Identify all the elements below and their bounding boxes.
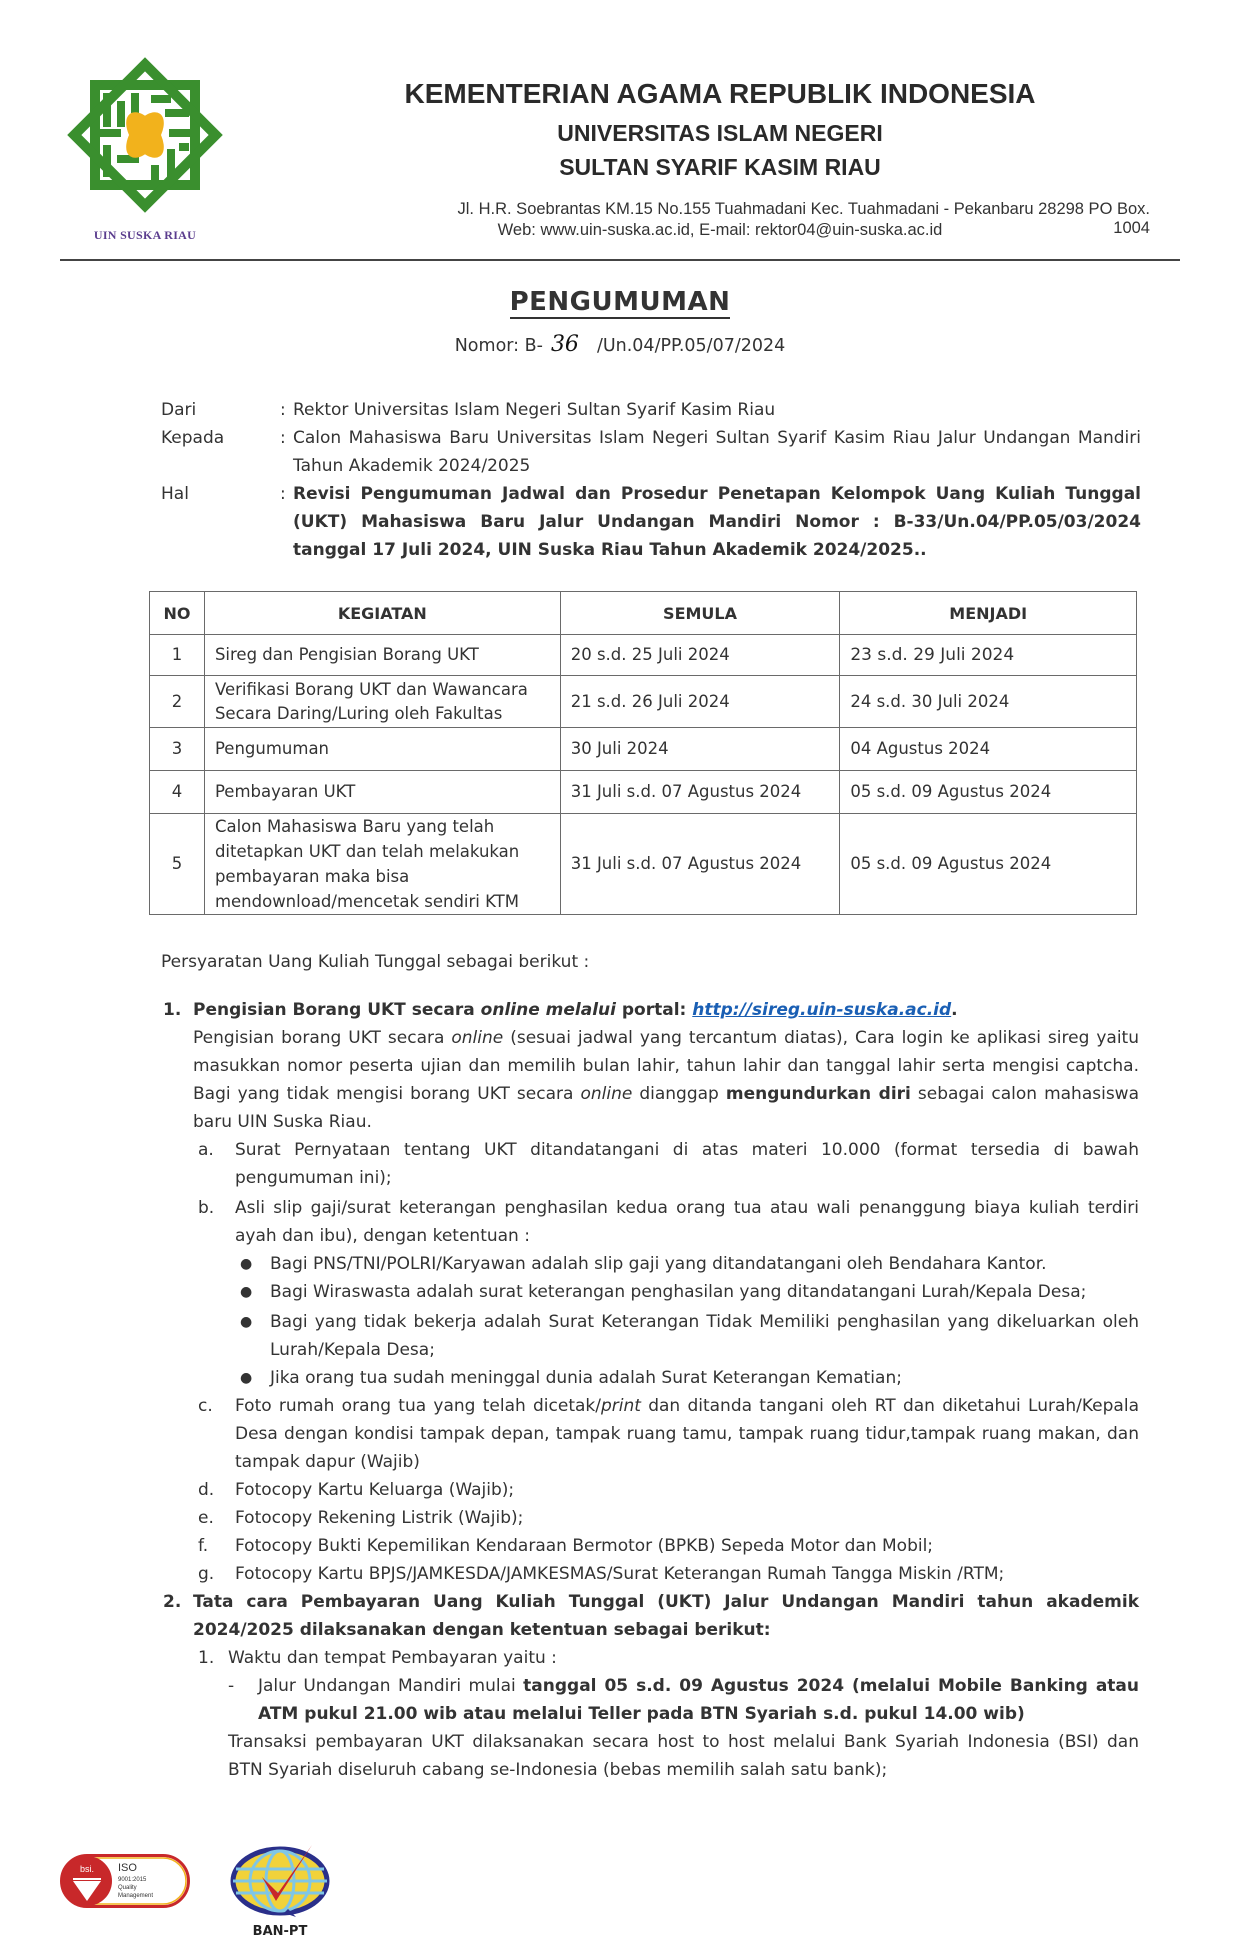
header-no: NO [150,592,205,635]
cell-kegiatan: Calon Mahasiswa Baru yang telah ditetapkan UKT dan telah melakukan pembayaran maka bisa mendownload/mencetak sendiri KTM [204,814,560,915]
cell-menjadi: 23 s.d. 29 Juli 2024 [840,635,1137,676]
kepada-label: Kepada [161,428,225,448]
dari-value: Rektor Universitas Islam Negeri Sultan Syarif Kasim Riau [293,400,776,420]
colon: : [280,484,286,504]
svg-text:BAN-PT: BAN-PT [252,1924,308,1939]
cell-no: 3 [150,728,205,771]
sireg-portal-link[interactable]: http://sireg.uin-suska.ac.id [692,1000,952,1020]
university-name-line1: UNIVERSITAS ISLAM NEGERI [557,120,883,146]
header-menjadi: MENJADI [840,592,1137,635]
subitem-text: Surat Pernyataan tentang UKT ditandatangani di atas materi 10.000 (format tersedia di bawah pengumuman ini); [235,1140,1139,1188]
meta-row-dari [161,396,1141,424]
para-text: sebagai calon mahasiswa baru UIN Suska Riau. [193,1084,1139,1132]
para-text: dianggap [632,1084,726,1104]
ban-pt-accreditation-logo [228,1843,332,1941]
subitem-mark: d. [198,1480,215,1500]
bullet-text: Bagi Wiraswasta adalah surat keterangan penghasilan yang ditandatangani Lurah/Kepala Desa; [270,1282,1087,1302]
subitem-b [198,1194,1139,1392]
cell-kegiatan: Pembayaran UKT [204,771,560,814]
colon: : [280,428,286,448]
cell-kegiatan: Sireg dan Pengisian Borang UKT [204,635,560,676]
table-row [150,635,1137,676]
para-bold: mengundurkan diri [725,1084,911,1104]
requirements-list [161,996,1139,1784]
cell-semula: 21 s.d. 26 Juli 2024 [560,676,840,728]
heading-italic: online melalui [480,1000,616,1020]
subitem-mark: c. [198,1396,213,1416]
subitem-text [235,1392,1139,1476]
subitem-mark: a. [198,1140,214,1160]
cell-semula: 31 Juli s.d. 07 Agustus 2024 [560,814,840,915]
step-text: Waktu dan tempat Pembayaran yaitu : [228,1648,557,1668]
nomor-suffix: /Un.04/PP.05/07/2024 [596,336,786,356]
header-kegiatan: KEGIATAN [204,592,560,635]
cell-no: 4 [150,771,205,814]
schedule-text: Jalur Undangan Mandiri mulai [258,1676,524,1696]
iso-certification-badge [60,1854,190,1908]
bullet-text: Bagi PNS/TNI/POLRI/Karyawan adalah slip gaji yang ditandatangani oleh Bendahara Kantor. [270,1254,1047,1274]
subitem-mark: f. [198,1536,209,1556]
para-italic: online [580,1084,633,1104]
dash-mark: - [228,1676,235,1696]
subitem-text: Fotocopy Rekening Listrik (Wajib); [235,1508,524,1528]
cell-semula: 30 Juli 2024 [560,728,840,771]
subitem-text-part: Foto rumah orang tua yang telah dicetak/ [235,1396,601,1416]
subitem-mark: g. [198,1564,215,1584]
cell-kegiatan: Verifikasi Borang UKT dan Wawancara Secara Daring/Luring oleh Fakultas [204,676,560,728]
cell-menjadi: 24 s.d. 30 Juli 2024 [840,676,1137,728]
document-number [0,332,1240,357]
subitem-text-part: dan ditanda tangani oleh RT dan diketahui Lurah/Kepala Desa dengan kondisi tampak depan, tampak ruang tamu, tampak ruang tidur,tampak ruang makan, dan tampak dapur (Wajib) [235,1396,1139,1472]
kepada-value: Calon Mahasiswa Baru Universitas Islam Negeri Sultan Syarif Kasim Riau Jalur Undangan Mandiri Tahun Akademik 2024/2025 [293,428,1141,476]
table-row [150,814,1137,915]
bullet-dot-icon: ● [240,1314,253,1330]
svg-text:9001:2015: 9001:2015 [118,1877,147,1883]
subitem-c [198,1392,1139,1476]
item-1-heading [193,996,1139,1024]
colon: : [280,400,286,420]
hal-value: Revisi Pengumuman Jadwal dan Prosedur Penetapan Kelompok Uang Kuliah Tunggal (UKT) Mahasiswa Baru Jalur Undangan Mandiri Nomor : B-33/Un.04/PP.05/03/2024 tanggal 17 Juli 2024, UIN Suska Riau Tahun Akademik 2024/2025.. [293,484,1141,560]
transaction-text: Transaksi pembayaran UKT dilaksanakan secara host to host melalui Bank Syariah Indonesia (BSI) dan BTN Syariah diseluruh cabang se-Indonesia (bebas memilih salah satu bank); [228,1732,1139,1780]
bullet-item [240,1250,1139,1278]
payment-step-1 [198,1644,1139,1672]
header-semula: SEMULA [560,592,840,635]
svg-text:Management: Management [118,1893,154,1899]
subitem-f [198,1532,1139,1560]
payment-schedule-text [258,1672,1139,1728]
subitem-e [198,1504,1139,1532]
bullet-dot-icon: ● [240,1284,253,1300]
cell-menjadi: 04 Agustus 2024 [840,728,1137,771]
ban-pt-globe-icon [228,1843,332,1941]
schedule-table [149,591,1137,915]
nomor-prefix: Nomor: B- [454,336,543,356]
logo-caption: UIN SUSKA RIAU [93,228,197,242]
ministry-name: KEMENTERIAN AGAMA REPUBLIK INDONESIA [404,78,1036,109]
subitem-a [198,1136,1139,1192]
heading-text: Pengisian Borang UKT secara [193,1000,481,1020]
cell-no: 2 [150,676,205,728]
subitem-g [198,1560,1139,1588]
bullet-item [240,1364,1139,1392]
cell-no: 1 [150,635,205,676]
handwritten-number: 36 [550,332,579,357]
bullet-item [240,1278,1139,1306]
address-line: Jl. H.R. Soebrantas KM.15 No.155 Tuahmadani Kec. Tuahmadani - Pekanbaru 28298 PO Box. 1004 [457,200,1150,237]
bullet-text: Jika orang tua sudah meninggal dunia adalah Surat Keterangan Kematian; [270,1368,902,1388]
bullet-text: Bagi yang tidak bekerja adalah Surat Keterangan Tidak Memiliki penghasilan yang dikeluarkan oleh Lurah/Kepala Desa; [270,1312,1139,1360]
table-header-row [150,592,1137,635]
heading-text: portal: [615,1000,693,1020]
hal-label: Hal [161,484,189,504]
requirements-intro: Persyaratan Uang Kuliah Tunggal sebagai berikut : [161,952,590,972]
cell-semula: 31 Juli s.d. 07 Agustus 2024 [560,771,840,814]
meta-row-hal [161,480,1141,564]
para-text: (sesuai jadwal yang tercantum diatas), Cara login ke aplikasi sireg yaitu masukkan nomor peserta ujian dan memilih bulan lahir, tahun lahir dan tanggal lahir serta mengisi captcha. Bagi yang tidak mengisi borang UKT secara [193,1028,1139,1104]
bullet-dot-icon: ● [240,1256,253,1272]
item-1-paragraph [193,1024,1139,1136]
item-number: 2. [163,1592,182,1612]
cell-no: 5 [150,814,205,915]
contact-line: Web: www.uin-suska.ac.id, E-mail: rektor04@uin-suska.ac.id [497,221,943,239]
svg-text:Quality: Quality [118,1885,137,1891]
item-number: 1. [163,1000,182,1020]
letterhead-divider [60,259,1180,261]
bullet-item [240,1308,1139,1364]
table-row [150,728,1137,771]
university-emblem-icon [55,45,235,225]
step-number: 1. [198,1648,215,1668]
svg-text:ISO: ISO [118,1862,137,1874]
cell-menjadi: 05 s.d. 09 Agustus 2024 [840,771,1137,814]
schedule-bold-text: tanggal 05 s.d. 09 Agustus 2024 (melalui Mobile Banking atau ATM pukul 21.00 wib atau melalui Teller pada BTN Syariah s.d. pukul 14.00 wib) [258,1676,1139,1724]
title-text: PENGUMUMAN [509,287,731,317]
payment-schedule-line [228,1672,1139,1728]
subitem-text: Fotocopy Kartu Keluarga (Wajib); [235,1480,515,1500]
subitem-text: Fotocopy Bukti Kepemilikan Kendaraan Bermotor (BPKB) Sepeda Motor dan Mobil; [235,1536,934,1556]
subitem-mark: b. [198,1198,215,1218]
meta-row-kepada [161,424,1141,480]
table-row [150,676,1137,728]
cell-menjadi: 05 s.d. 09 Agustus 2024 [840,814,1137,915]
svg-text:bsi.: bsi. [80,1864,95,1874]
item-2-heading: Tata cara Pembayaran Uang Kuliah Tunggal (UKT) Jalur Undangan Mandiri tahun akademik 2024/2025 dilaksanakan dengan ketentuan sebagai berikut: [193,1592,1139,1640]
requirement-item-1 [161,996,1139,1588]
table-row [150,771,1137,814]
memo-header [161,396,1141,564]
para-italic: online [451,1028,504,1048]
item-2-body [193,1644,1139,1784]
bullet-dot-icon: ● [240,1370,253,1386]
heading-text: . [951,1000,958,1020]
subitem-text: Fotocopy Kartu BPJS/JAMKESDA/JAMKESMAS/Surat Keterangan Rumah Tangga Miskin /RTM; [235,1564,1005,1584]
cell-kegiatan: Pengumuman [204,728,560,771]
dari-label: Dari [161,400,197,420]
subitem-text: Asli slip gaji/surat keterangan penghasilan kedua orang tua atau wali penanggung biaya kuliah terdiri ayah dan ibu), dengan ketentuan : [235,1198,1139,1246]
subitem-d [198,1476,1139,1504]
cell-semula: 20 s.d. 25 Juli 2024 [560,635,840,676]
subitem-mark: e. [198,1508,214,1528]
requirement-item-2 [161,1588,1139,1784]
subitem-text-italic: print [601,1396,641,1416]
bsi-iso-icon [60,1854,190,1908]
uin-suska-logo [55,45,235,225]
university-name-line2: SULTAN SYARIF KASIM RIAU [559,154,881,180]
document-title [0,287,1240,317]
para-text: Pengisian borang UKT secara [193,1028,452,1048]
